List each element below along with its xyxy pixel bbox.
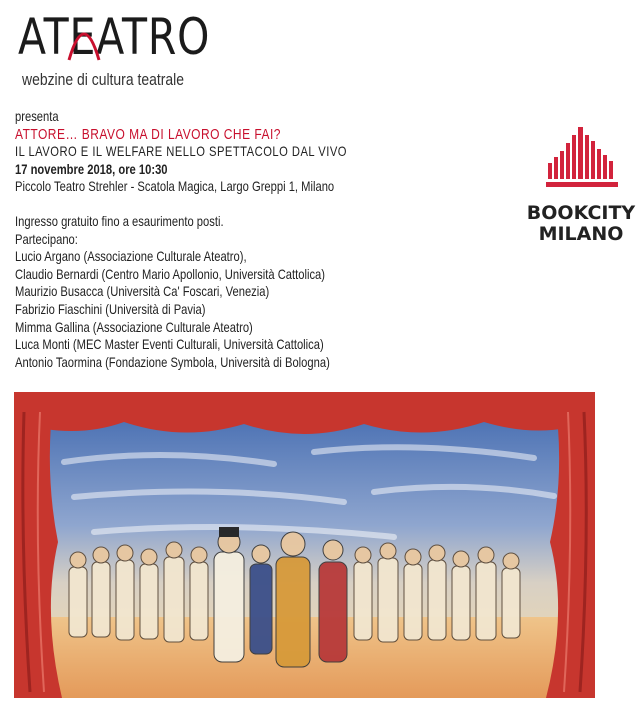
bookcity-line1: BOOKCITY <box>526 202 636 224</box>
participant-item: Maurizio Busacca (Università Ca' Foscari, Venezia) <box>15 283 270 300</box>
bookcity-line2: MILANO <box>538 223 624 245</box>
presenta-label: presenta <box>15 108 59 124</box>
ateatro-logo <box>18 8 211 93</box>
logo-wordmark: ATEATRO <box>18 8 211 66</box>
participant-item: Luca Monti (MEC Master Eventi Culturali, Università Cattolica) <box>15 336 324 353</box>
announcement <box>15 108 435 371</box>
participants-label: Partecipano: <box>15 230 78 247</box>
logo-tagline: webzine di cultura teatrale <box>22 70 184 89</box>
event-title: ATTORE… BRAVO MA DI LAVORO CHE FAI? <box>15 125 281 143</box>
logo-red-arch-icon <box>66 14 102 62</box>
participant-item: Antonio Taormina (Fondazione Symbola, Università di Bologna) <box>15 353 330 370</box>
entry-note: Ingresso gratuito fino a esaurimento posti. <box>15 212 224 229</box>
participant-item: Claudio Bernardi (Centro Mario Apollonio, Università Cattolica) <box>15 265 326 282</box>
stage-crowd-illustration <box>14 392 595 698</box>
event-datetime: 17 novembre 2018, ore 10:30 <box>15 160 168 177</box>
participant-item: Mimma Gallina (Associazione Culturale Ateatro) <box>15 318 253 335</box>
bookcity-skyline-icon <box>546 125 618 195</box>
event-venue: Piccolo Teatro Strehler - Scatola Magica, Largo Greppi 1, Milano <box>15 178 335 195</box>
bookcity-logo <box>522 125 642 250</box>
theatre-painting <box>14 392 595 698</box>
bookcity-text <box>522 203 640 245</box>
event-subtitle: IL LAVORO E IL WELFARE NELLO SPETTACOLO DAL VIVO <box>15 143 347 160</box>
participant-item: Lucio Argano (Associazione Culturale Ateatro), <box>15 248 247 265</box>
participant-item: Fabrizio Fiaschini (Università di Pavia) <box>15 300 206 317</box>
